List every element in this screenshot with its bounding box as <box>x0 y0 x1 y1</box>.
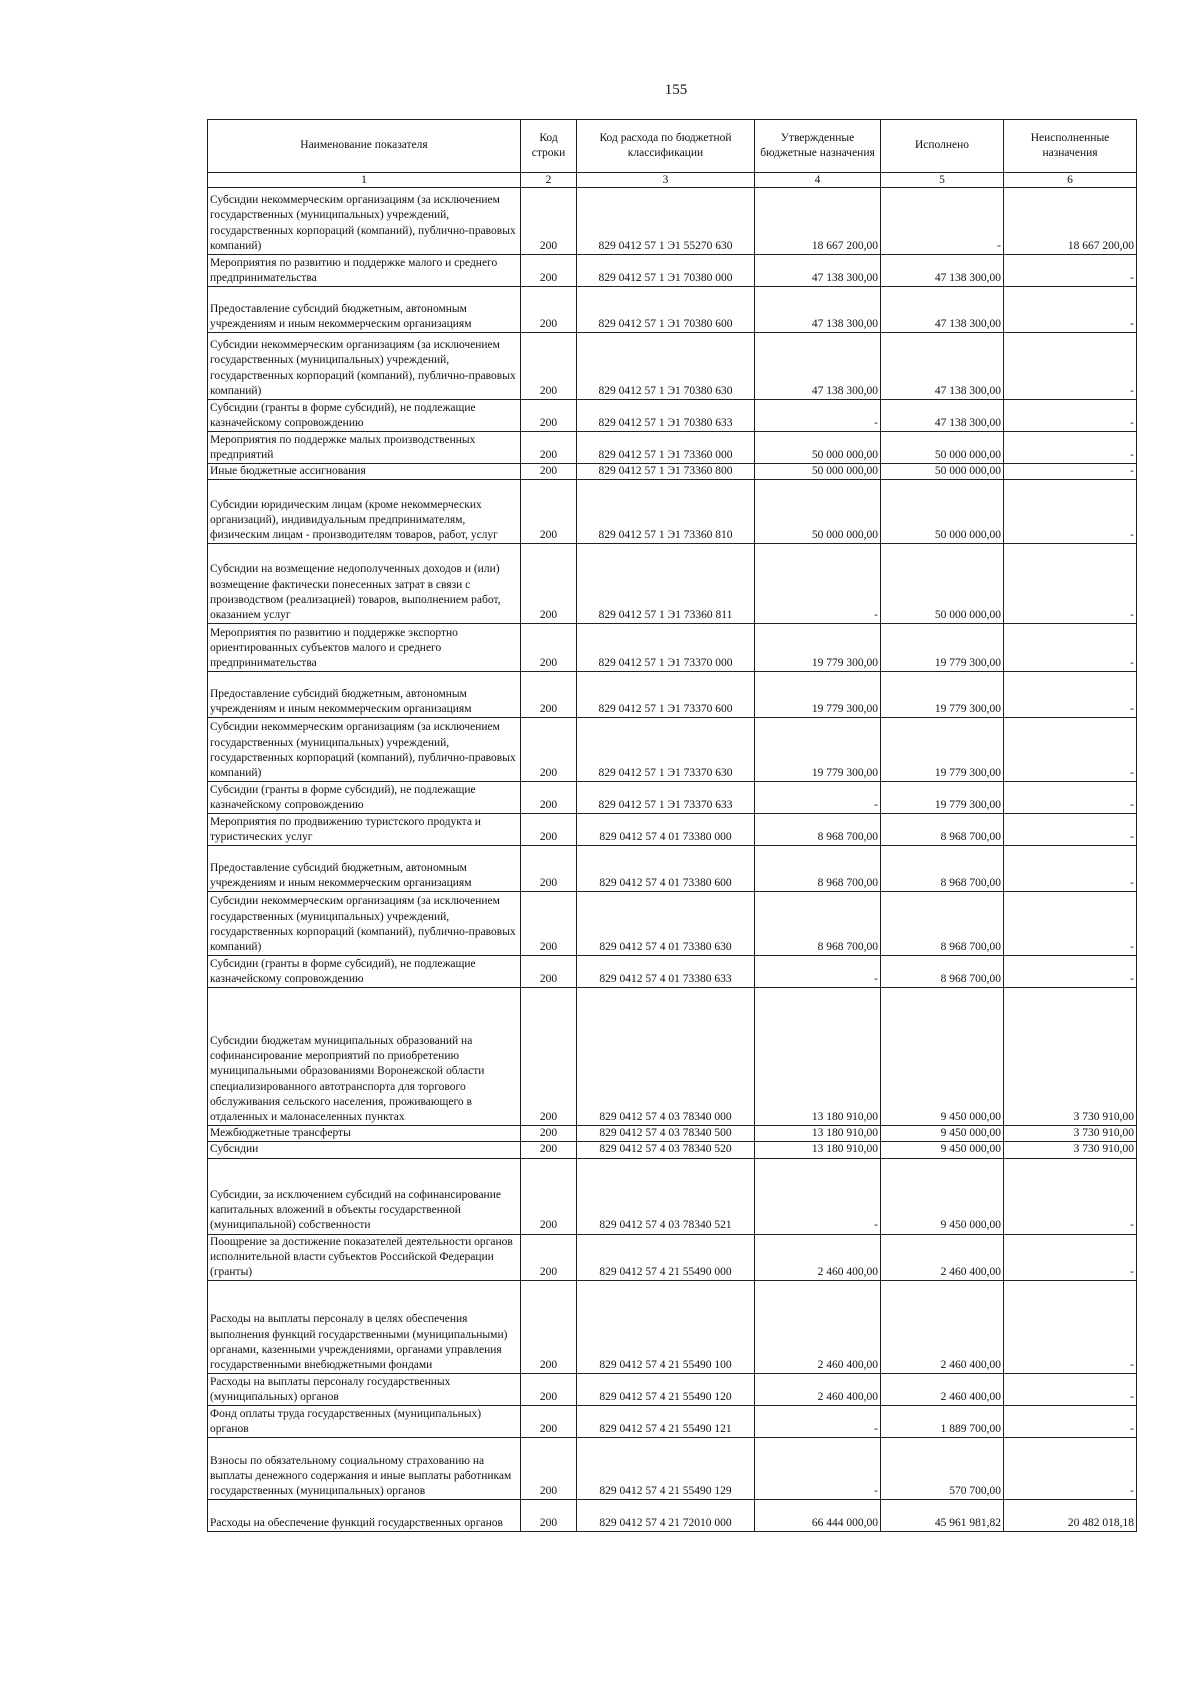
row-code: 200 <box>521 432 577 464</box>
table-row <box>208 333 1137 400</box>
row-name: Субсидии некоммерческим организациям (за исключением государственных (муниципальных) учреждений, государственных корпораций (компаний), публично-правовых компаний) <box>208 718 521 782</box>
table-row <box>208 1374 1137 1406</box>
row-name: Предоставление субсидий бюджетным, автономным учреждениям и иным некоммерческим организациям <box>208 287 521 333</box>
table-row <box>208 480 1137 544</box>
row-unexecuted-amount: - <box>1004 432 1137 464</box>
row-unexecuted-amount: - <box>1004 287 1137 333</box>
row-executed-amount: 9 450 000,00 <box>881 1142 1004 1158</box>
row-approved-amount: 8 968 700,00 <box>755 814 881 846</box>
column-header-classification: Код расхода по бюджетной классификации <box>577 120 755 173</box>
table-row <box>208 814 1137 846</box>
row-name: Иные бюджетные ассигнования <box>208 464 521 480</box>
row-approved-amount: - <box>755 956 881 988</box>
row-unexecuted-amount: - <box>1004 1158 1137 1234</box>
table-row <box>208 1142 1137 1158</box>
row-unexecuted-amount: 18 667 200,00 <box>1004 188 1137 255</box>
column-number: 1 <box>208 173 521 188</box>
row-name: Субсидии (гранты в форме субсидий), не подлежащие казначейскому сопровождению <box>208 956 521 988</box>
row-executed-amount: 8 968 700,00 <box>881 892 1004 956</box>
row-code: 200 <box>521 464 577 480</box>
row-code: 200 <box>521 255 577 287</box>
row-name: Субсидии (гранты в форме субсидий), не подлежащие казначейскому сопровождению <box>208 400 521 432</box>
row-unexecuted-amount: - <box>1004 956 1137 988</box>
row-classification: 829 0412 57 1 Э1 55270 630 <box>577 188 755 255</box>
row-code: 200 <box>521 1126 577 1142</box>
row-name: Мероприятия по продвижению туристского продукта и туристических услуг <box>208 814 521 846</box>
budget-execution-table <box>207 119 1137 1532</box>
row-classification: 829 0412 57 1 Э1 73370 600 <box>577 672 755 718</box>
column-number: 3 <box>577 173 755 188</box>
row-executed-amount: 45 961 981,82 <box>881 1500 1004 1532</box>
table-row <box>208 255 1137 287</box>
row-executed-amount: 8 968 700,00 <box>881 846 1004 892</box>
table-body <box>208 188 1137 1532</box>
row-name: Субсидии <box>208 1142 521 1158</box>
row-approved-amount: 2 460 400,00 <box>755 1281 881 1374</box>
row-approved-amount: 50 000 000,00 <box>755 432 881 464</box>
page-number: 155 <box>664 82 688 98</box>
column-header-executed: Исполнено <box>881 120 1004 173</box>
table-row <box>208 1234 1137 1281</box>
table-row <box>208 782 1137 814</box>
table-row <box>208 432 1137 464</box>
row-unexecuted-amount: - <box>1004 814 1137 846</box>
row-approved-amount: 2 460 400,00 <box>755 1234 881 1281</box>
row-approved-amount: 66 444 000,00 <box>755 1500 881 1532</box>
row-classification: 829 0412 57 1 Э1 70380 633 <box>577 400 755 432</box>
table-row <box>208 464 1137 480</box>
row-executed-amount: 9 450 000,00 <box>881 988 1004 1126</box>
row-unexecuted-amount: - <box>1004 333 1137 400</box>
row-classification: 829 0412 57 1 Э1 73370 000 <box>577 624 755 672</box>
row-executed-amount: 47 138 300,00 <box>881 333 1004 400</box>
row-unexecuted-amount: - <box>1004 1374 1137 1406</box>
row-name: Субсидии юридическим лицам (кроме некоммерческих организаций), индивидуальным предпринимателям, физическим лицам - производителям товаров, работ, услуг <box>208 480 521 544</box>
row-classification: 829 0412 57 4 01 73380 630 <box>577 892 755 956</box>
row-name: Расходы на выплаты персоналу государственных (муниципальных) органов <box>208 1374 521 1406</box>
table-row <box>208 956 1137 988</box>
column-number: 6 <box>1004 173 1137 188</box>
table-row <box>208 287 1137 333</box>
row-code: 200 <box>521 480 577 544</box>
row-unexecuted-amount: - <box>1004 1234 1137 1281</box>
row-classification: 829 0412 57 4 03 78340 500 <box>577 1126 755 1142</box>
row-code: 200 <box>521 718 577 782</box>
column-number: 2 <box>521 173 577 188</box>
row-unexecuted-amount: - <box>1004 400 1137 432</box>
row-classification: 829 0412 57 4 01 73380 000 <box>577 814 755 846</box>
row-code: 200 <box>521 1438 577 1500</box>
row-name: Взносы по обязательному социальному страхованию на выплаты денежного содержания и иные выплаты работникам государственных (муниципальных) органов <box>208 1438 521 1500</box>
row-name: Фонд оплаты труда государственных (муниципальных) органов <box>208 1406 521 1438</box>
row-code: 200 <box>521 1281 577 1374</box>
column-header-unexecuted: Неисполненные назначения <box>1004 120 1137 173</box>
row-executed-amount: 19 779 300,00 <box>881 718 1004 782</box>
column-number: 4 <box>755 173 881 188</box>
row-name: Расходы на обеспечение функций государственных органов <box>208 1500 521 1532</box>
row-name: Расходы на выплаты персоналу в целях обеспечения выполнения функций государственными (муниципальными) органами, казенными учреждениями, органами управления государственными внебюджетными фондами <box>208 1281 521 1374</box>
row-classification: 829 0412 57 1 Э1 73370 633 <box>577 782 755 814</box>
row-approved-amount: - <box>755 1158 881 1234</box>
row-approved-amount: 2 460 400,00 <box>755 1374 881 1406</box>
row-executed-amount: 1 889 700,00 <box>881 1406 1004 1438</box>
row-executed-amount: 570 700,00 <box>881 1438 1004 1500</box>
row-unexecuted-amount: - <box>1004 718 1137 782</box>
table-row <box>208 624 1137 672</box>
row-approved-amount: 50 000 000,00 <box>755 464 881 480</box>
table-row <box>208 1281 1137 1374</box>
row-code: 200 <box>521 956 577 988</box>
header-row <box>208 120 1137 173</box>
row-classification: 829 0412 57 1 Э1 73360 800 <box>577 464 755 480</box>
row-approved-amount: 47 138 300,00 <box>755 287 881 333</box>
row-name: Субсидии на возмещение недополученных доходов и (или) возмещение фактически понесенных затрат в связи с производством (реализацией) товаров, выполнением работ, оказанием услуг <box>208 544 521 624</box>
row-approved-amount: 47 138 300,00 <box>755 255 881 287</box>
table-row <box>208 400 1137 432</box>
row-code: 200 <box>521 1406 577 1438</box>
row-name: Субсидии, за исключением субсидий на софинансирование капитальных вложений в объекты государственной (муниципальной) собственности <box>208 1158 521 1234</box>
row-executed-amount: 8 968 700,00 <box>881 814 1004 846</box>
row-code: 200 <box>521 782 577 814</box>
row-code: 200 <box>521 1142 577 1158</box>
row-name: Субсидии некоммерческим организациям (за исключением государственных (муниципальных) учреждений, государственных корпораций (компаний), публично-правовых компаний) <box>208 333 521 400</box>
row-name: Субсидии (гранты в форме субсидий), не подлежащие казначейскому сопровождению <box>208 782 521 814</box>
row-unexecuted-amount: - <box>1004 255 1137 287</box>
column-number: 5 <box>881 173 1004 188</box>
row-code: 200 <box>521 814 577 846</box>
row-code: 200 <box>521 1234 577 1281</box>
row-unexecuted-amount: - <box>1004 782 1137 814</box>
row-classification: 829 0412 57 4 21 55490 120 <box>577 1374 755 1406</box>
row-executed-amount: 2 460 400,00 <box>881 1281 1004 1374</box>
row-executed-amount: 8 968 700,00 <box>881 956 1004 988</box>
row-approved-amount: 50 000 000,00 <box>755 480 881 544</box>
row-code: 200 <box>521 333 577 400</box>
row-approved-amount: 8 968 700,00 <box>755 892 881 956</box>
row-unexecuted-amount: - <box>1004 1438 1137 1500</box>
row-code: 200 <box>521 624 577 672</box>
table-row <box>208 188 1137 255</box>
row-classification: 829 0412 57 4 21 72010 000 <box>577 1500 755 1532</box>
row-executed-amount: 2 460 400,00 <box>881 1374 1004 1406</box>
table-row <box>208 892 1137 956</box>
row-classification: 829 0412 57 4 03 78340 000 <box>577 988 755 1126</box>
row-approved-amount: - <box>755 782 881 814</box>
row-executed-amount: 50 000 000,00 <box>881 544 1004 624</box>
row-approved-amount: - <box>755 1406 881 1438</box>
row-executed-amount: 19 779 300,00 <box>881 782 1004 814</box>
row-name: Предоставление субсидий бюджетным, автономным учреждениям и иным некоммерческим организациям <box>208 672 521 718</box>
table-row <box>208 1438 1137 1500</box>
table-row <box>208 544 1137 624</box>
table-row <box>208 672 1137 718</box>
row-executed-amount: 47 138 300,00 <box>881 287 1004 333</box>
row-classification: 829 0412 57 4 01 73380 600 <box>577 846 755 892</box>
row-approved-amount: 19 779 300,00 <box>755 672 881 718</box>
row-classification: 829 0412 57 1 Э1 70380 600 <box>577 287 755 333</box>
row-name: Субсидии некоммерческим организациям (за исключением государственных (муниципальных) учреждений, государственных корпораций (компаний), публично-правовых компаний) <box>208 892 521 956</box>
column-header-name: Наименование показателя <box>208 120 521 173</box>
row-classification: 829 0412 57 1 Э1 73360 811 <box>577 544 755 624</box>
column-header-row-code: Код строки <box>521 120 577 173</box>
row-approved-amount: 8 968 700,00 <box>755 846 881 892</box>
row-unexecuted-amount: - <box>1004 892 1137 956</box>
row-classification: 829 0412 57 4 21 55490 121 <box>577 1406 755 1438</box>
row-executed-amount: - <box>881 188 1004 255</box>
row-code: 200 <box>521 400 577 432</box>
row-unexecuted-amount: - <box>1004 846 1137 892</box>
row-unexecuted-amount: 20 482 018,18 <box>1004 1500 1137 1532</box>
row-executed-amount: 50 000 000,00 <box>881 480 1004 544</box>
row-name: Субсидии бюджетам муниципальных образований на софинансирование мероприятий по приобретению муниципальными образованиями Воронежской области специализированного автотранспорта для торгового обслуживания сельского населения, проживающего в отдаленных и малонаселенных пунктах <box>208 988 521 1126</box>
row-classification: 829 0412 57 4 21 55490 100 <box>577 1281 755 1374</box>
row-unexecuted-amount: - <box>1004 1406 1137 1438</box>
row-code: 200 <box>521 846 577 892</box>
row-code: 200 <box>521 1374 577 1406</box>
table-row <box>208 1406 1137 1438</box>
row-name: Предоставление субсидий бюджетным, автономным учреждениям и иным некоммерческим организациям <box>208 846 521 892</box>
row-approved-amount: - <box>755 400 881 432</box>
row-approved-amount: 13 180 910,00 <box>755 1126 881 1142</box>
row-executed-amount: 50 000 000,00 <box>881 432 1004 464</box>
row-code: 200 <box>521 892 577 956</box>
table-row <box>208 988 1137 1126</box>
table-row <box>208 1158 1137 1234</box>
row-executed-amount: 47 138 300,00 <box>881 255 1004 287</box>
row-approved-amount: 19 779 300,00 <box>755 718 881 782</box>
row-executed-amount: 50 000 000,00 <box>881 464 1004 480</box>
row-name: Мероприятия по развитию и поддержке экспортно ориентированных субъектов малого и среднего предпринимательства <box>208 624 521 672</box>
row-unexecuted-amount: - <box>1004 1281 1137 1374</box>
row-code: 200 <box>521 1158 577 1234</box>
row-unexecuted-amount: - <box>1004 480 1137 544</box>
row-executed-amount: 2 460 400,00 <box>881 1234 1004 1281</box>
table-row <box>208 1126 1137 1142</box>
row-approved-amount: 13 180 910,00 <box>755 1142 881 1158</box>
row-name: Поощрение за достижение показателей деятельности органов исполнительной власти субъектов Российской Федерации (гранты) <box>208 1234 521 1281</box>
row-unexecuted-amount: - <box>1004 544 1137 624</box>
row-approved-amount: - <box>755 544 881 624</box>
row-name: Мероприятия по поддержке малых производственных предприятий <box>208 432 521 464</box>
row-unexecuted-amount: - <box>1004 624 1137 672</box>
row-classification: 829 0412 57 4 21 55490 000 <box>577 1234 755 1281</box>
column-header-approved: Утвержденные бюджетные назначения <box>755 120 881 173</box>
row-classification: 829 0412 57 1 Э1 73370 630 <box>577 718 755 782</box>
row-classification: 829 0412 57 4 03 78340 521 <box>577 1158 755 1234</box>
table-row <box>208 846 1137 892</box>
table-row <box>208 718 1137 782</box>
row-classification: 829 0412 57 1 Э1 70380 000 <box>577 255 755 287</box>
row-classification: 829 0412 57 4 01 73380 633 <box>577 956 755 988</box>
row-executed-amount: 9 450 000,00 <box>881 1158 1004 1234</box>
row-executed-amount: 19 779 300,00 <box>881 624 1004 672</box>
row-unexecuted-amount: - <box>1004 464 1137 480</box>
row-code: 200 <box>521 1500 577 1532</box>
row-approved-amount: 47 138 300,00 <box>755 333 881 400</box>
row-unexecuted-amount: 3 730 910,00 <box>1004 1142 1137 1158</box>
row-unexecuted-amount: 3 730 910,00 <box>1004 1126 1137 1142</box>
row-code: 200 <box>521 287 577 333</box>
row-code: 200 <box>521 544 577 624</box>
row-code: 200 <box>521 988 577 1126</box>
row-code: 200 <box>521 672 577 718</box>
row-classification: 829 0412 57 4 03 78340 520 <box>577 1142 755 1158</box>
row-executed-amount: 9 450 000,00 <box>881 1126 1004 1142</box>
row-classification: 829 0412 57 1 Э1 73360 810 <box>577 480 755 544</box>
row-approved-amount: 13 180 910,00 <box>755 988 881 1126</box>
row-executed-amount: 19 779 300,00 <box>881 672 1004 718</box>
row-classification: 829 0412 57 1 Э1 73360 000 <box>577 432 755 464</box>
row-name: Мероприятия по развитию и поддержке малого и среднего предпринимательства <box>208 255 521 287</box>
row-approved-amount: 19 779 300,00 <box>755 624 881 672</box>
row-code: 200 <box>521 188 577 255</box>
row-classification: 829 0412 57 4 21 55490 129 <box>577 1438 755 1500</box>
row-approved-amount: 18 667 200,00 <box>755 188 881 255</box>
row-name: Субсидии некоммерческим организациям (за исключением государственных (муниципальных) учреждений, государственных корпораций (компаний), публично-правовых компаний) <box>208 188 521 255</box>
row-executed-amount: 47 138 300,00 <box>881 400 1004 432</box>
row-unexecuted-amount: - <box>1004 672 1137 718</box>
row-approved-amount: - <box>755 1438 881 1500</box>
row-name: Межбюджетные трансферты <box>208 1126 521 1142</box>
row-classification: 829 0412 57 1 Э1 70380 630 <box>577 333 755 400</box>
table-row <box>208 1500 1137 1532</box>
column-number-row <box>208 173 1137 188</box>
row-unexecuted-amount: 3 730 910,00 <box>1004 988 1137 1126</box>
